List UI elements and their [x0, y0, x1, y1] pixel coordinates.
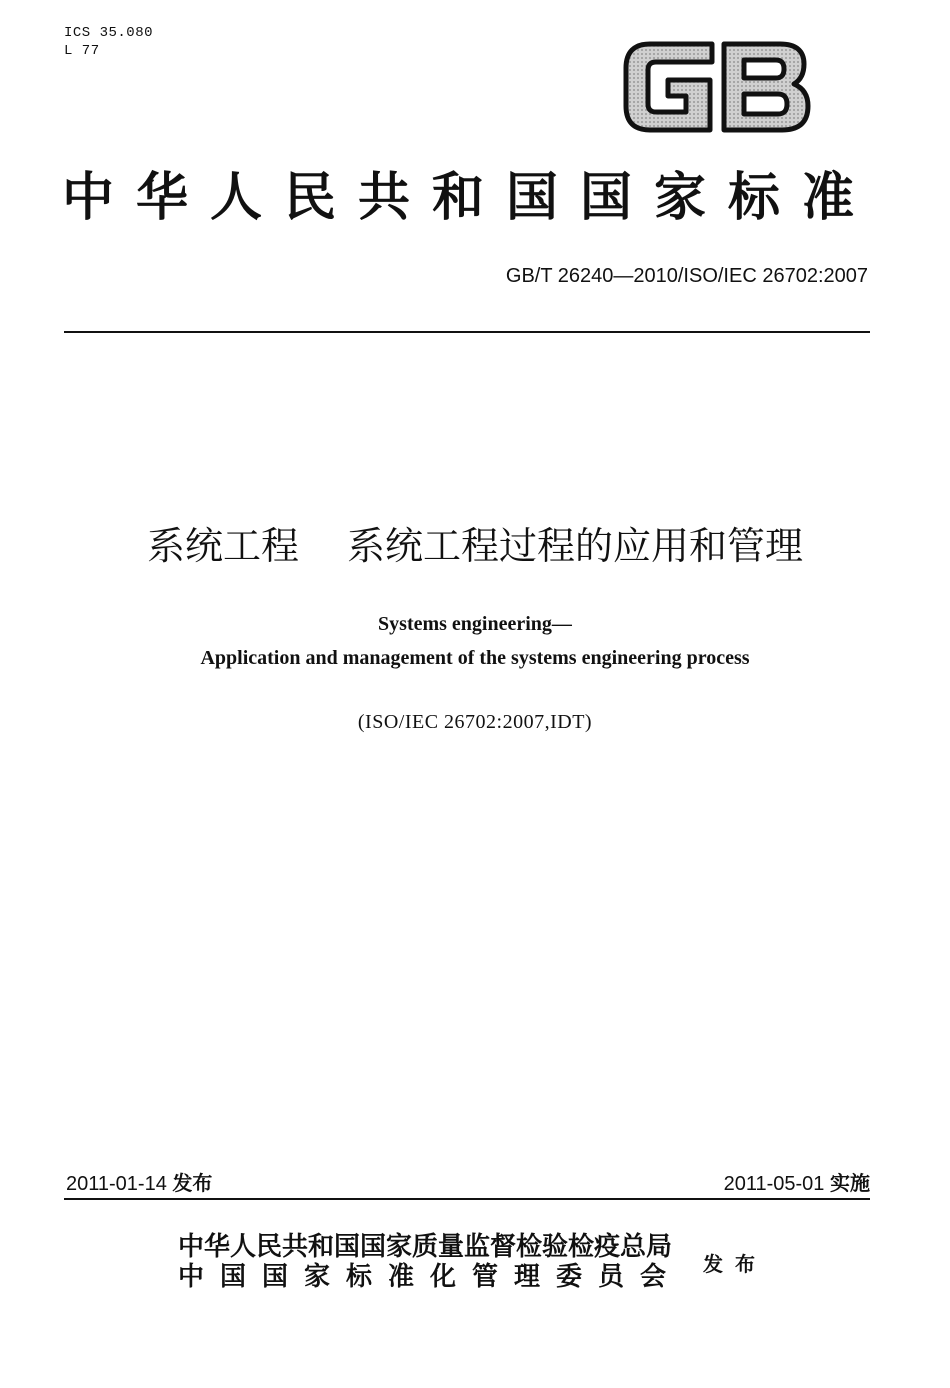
english-title-line1: Systems engineering— [378, 613, 572, 635]
header-divider [64, 331, 870, 333]
chinese-title-part2: 系统工程过程的应用和管理 [347, 524, 804, 568]
logo-letter-g [626, 44, 712, 130]
english-title-line2: Application and management of the systems engineering process [200, 647, 750, 669]
classification-codes [64, 24, 153, 60]
implementation-date: 2011-05-01 [723, 1173, 825, 1195]
equivalence-statement: (ISO/IEC 26702:2007,IDT) [357, 711, 593, 733]
chinese-title-part1: 系统工程 [146, 524, 299, 568]
publisher-line1: 中华人民共和国国家质量监督检验检疫总局 [178, 1232, 673, 1262]
national-standard-title: 中华人民共和国国家标准 [62, 168, 877, 228]
logo-letter-b [724, 44, 808, 130]
standard-number: GB/T 26240—2010/ISO/IEC 26702:2007 [505, 265, 868, 287]
publish-label: 发布 [703, 1252, 767, 1276]
footer-divider [64, 1198, 870, 1200]
publishers-block [178, 1232, 683, 1292]
issue-date-suffix: 发布 [172, 1171, 213, 1195]
implementation-date-suffix: 实施 [830, 1171, 870, 1195]
ics-code: ICS 35.080 [64, 25, 154, 41]
ccs-code: L 77 [64, 43, 100, 59]
publisher-line2: 中国国家标准化管理委员会 [178, 1262, 683, 1292]
implementation-date-block [724, 1170, 870, 1197]
gb-logo [620, 36, 816, 138]
issue-date: 2011-01-14 [66, 1173, 167, 1195]
issue-date-block [66, 1170, 212, 1197]
chinese-title [0, 522, 950, 570]
